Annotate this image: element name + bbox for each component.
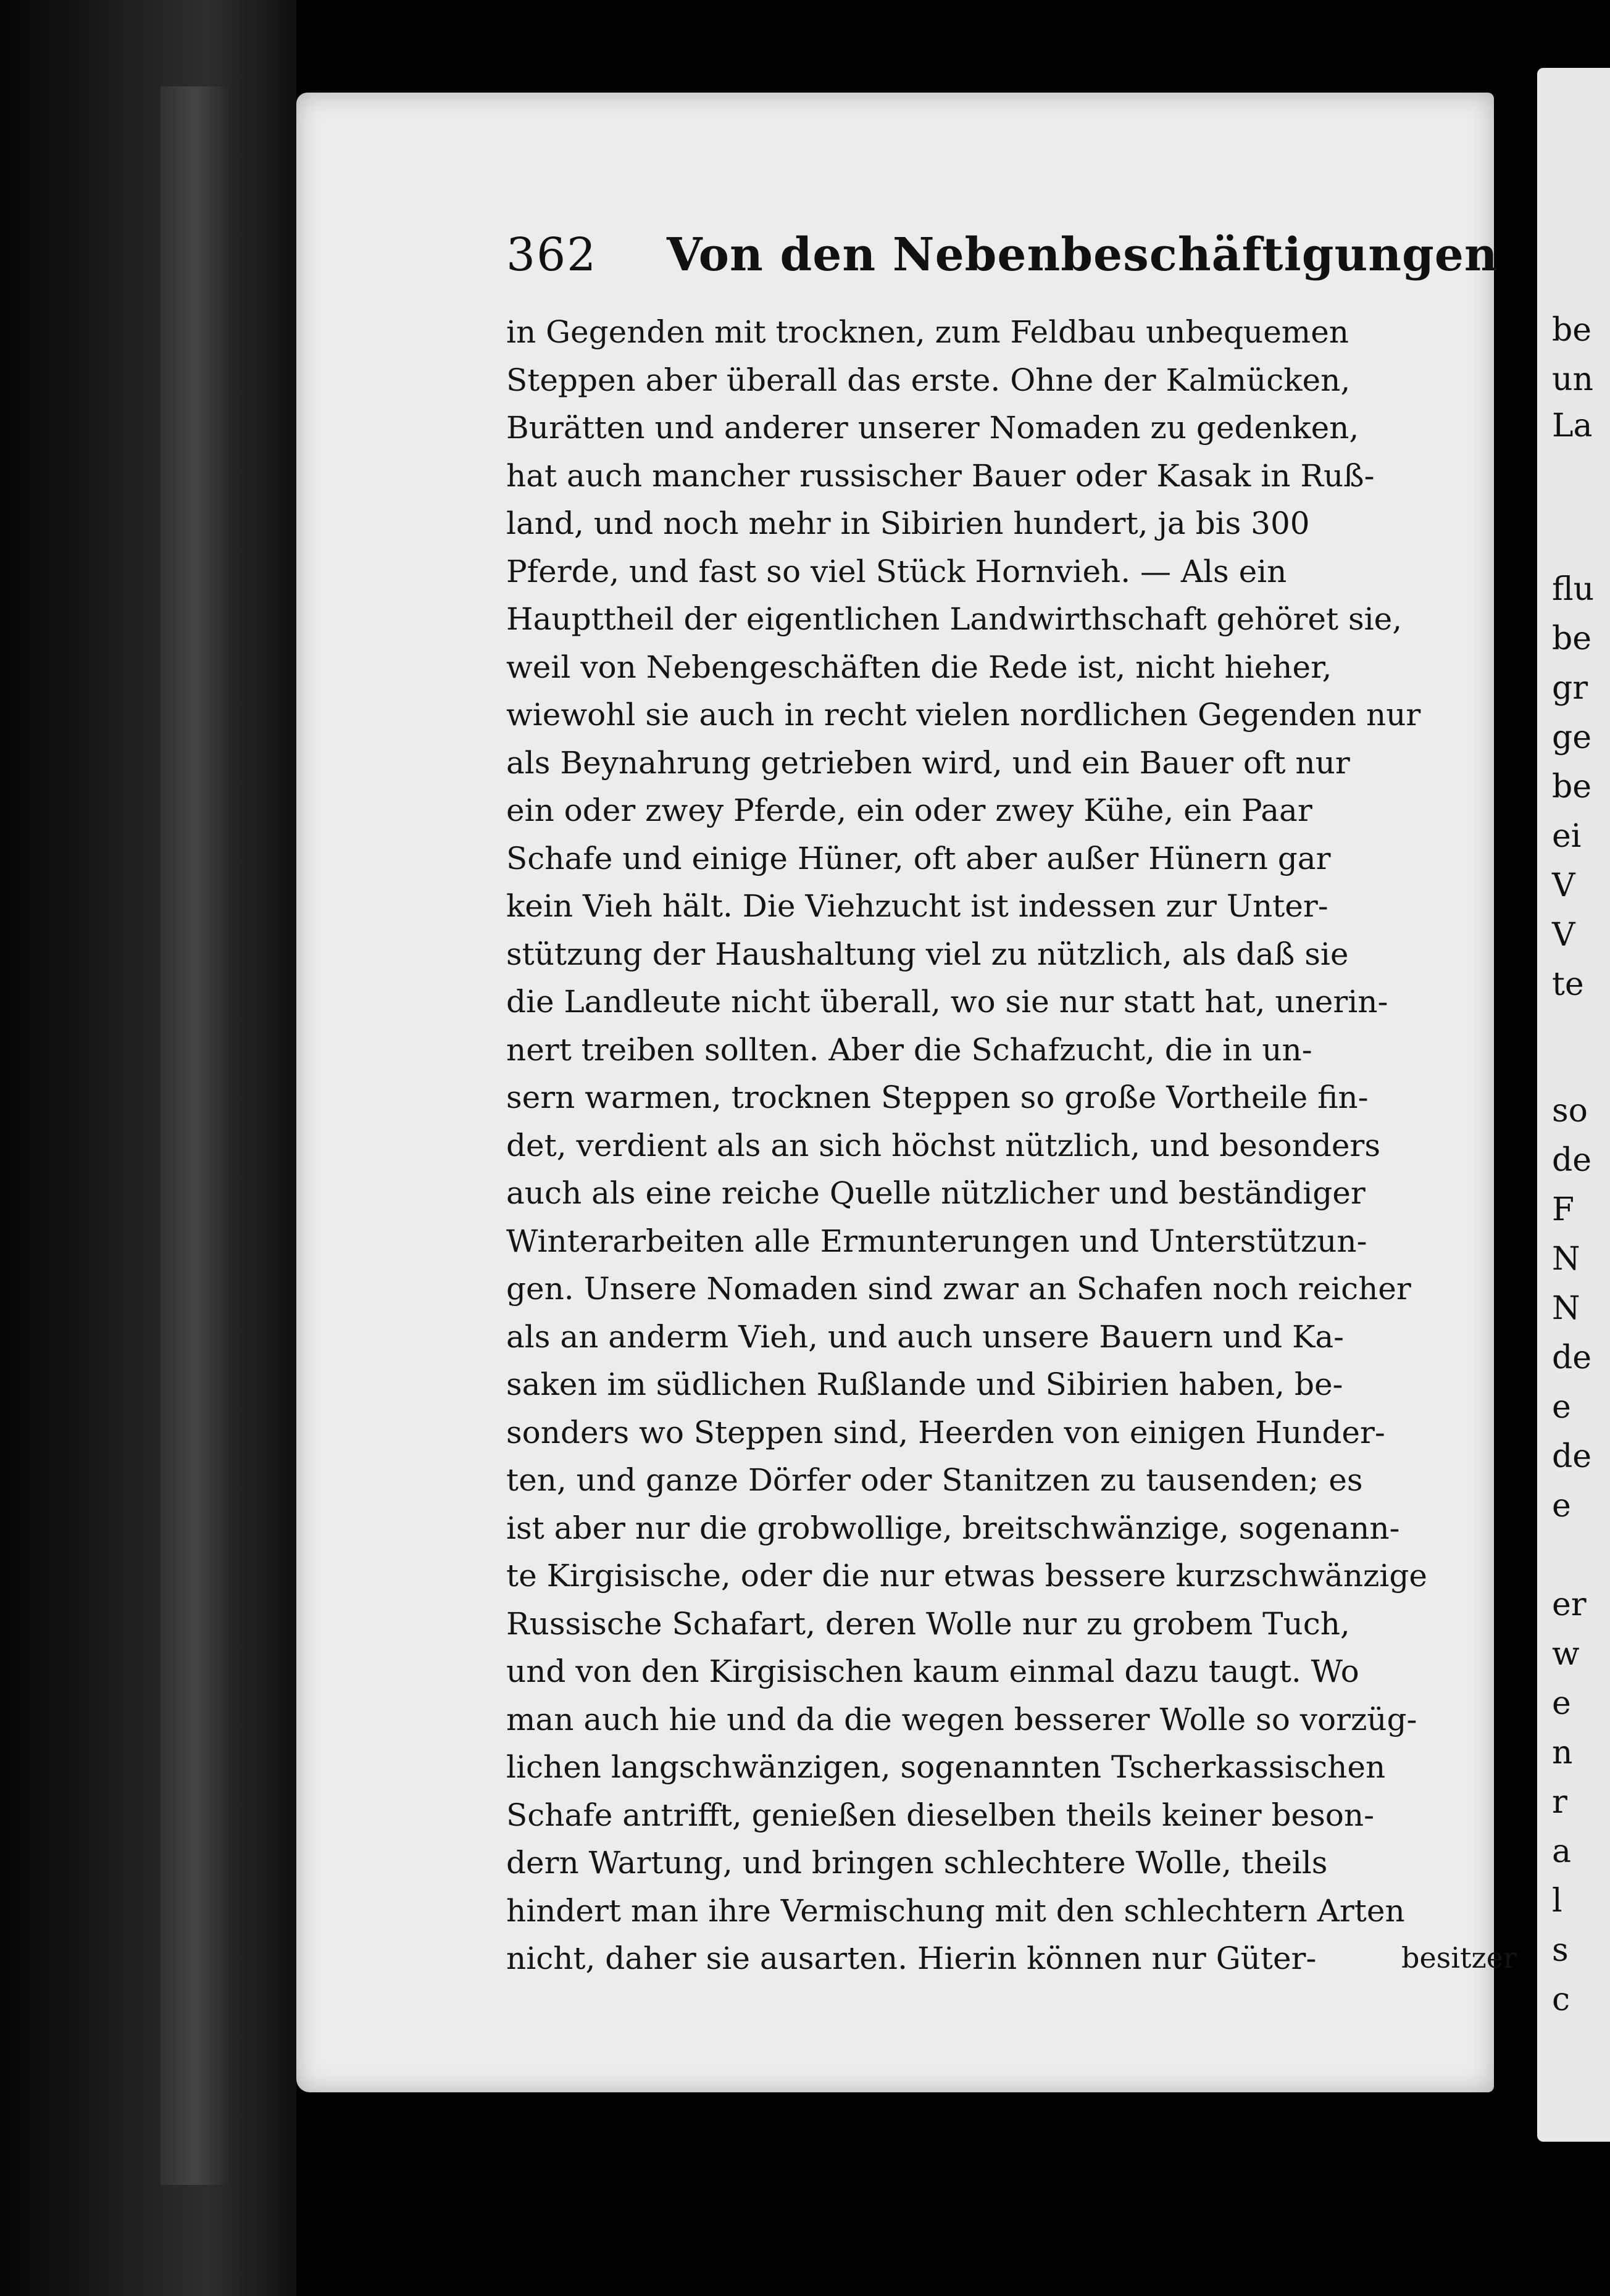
text-line: die Landleute nicht überall, wo sie nur statt hat, unerin- <box>506 984 1388 1020</box>
facing-page-fragment: gr <box>1552 670 1588 707</box>
text-line: Schafe antrifft, genießen dieselben theils keiner beson- <box>506 1797 1374 1833</box>
text-line: Russische Schafart, deren Wolle nur zu grobem Tuch, <box>506 1605 1350 1642</box>
text-line: in Gegenden mit trocknen, zum Feldbau unbequemen <box>506 314 1349 350</box>
book-binding <box>0 0 296 2296</box>
text-line: kein Vieh hält. Die Viehzucht ist indessen zur Unter- <box>506 888 1328 924</box>
facing-page-fragment: er <box>1552 1586 1587 1623</box>
facing-page-fragment: ei <box>1552 818 1582 855</box>
facing-page-fragment: V <box>1552 867 1575 904</box>
text-line: det, verdient als an sich höchst nützlich, und besonders <box>506 1127 1380 1163</box>
facing-page-fragment: so <box>1552 1092 1588 1129</box>
text-line: hat auch mancher russischer Bauer oder Kasak in Ruß- <box>506 457 1375 494</box>
text-line: Burätten und anderer unserer Nomaden zu gedenken, <box>506 410 1359 446</box>
text-line: gen. Unsere Nomaden sind zwar an Schafen noch reicher <box>506 1271 1411 1307</box>
catchword: besitzer <box>1401 1941 1517 1974</box>
text-line: sern warmen, trocknen Steppen so große Vortheile fin- <box>506 1079 1369 1115</box>
text-line: sonders wo Steppen sind, Heerden von einigen Hunder- <box>506 1414 1385 1450</box>
text-line: weil von Nebengeschäften die Rede ist, nicht hieher, <box>506 649 1332 685</box>
text-line: ist aber nur die grobwollige, breitschwänzige, sogenann- <box>506 1510 1400 1546</box>
facing-page-fragment: e <box>1552 1685 1571 1722</box>
text-line: ein oder zwey Pferde, ein oder zwey Kühe, ein Paar <box>506 792 1312 828</box>
facing-page-fragment: s <box>1552 1932 1569 1969</box>
text-line: stützung der Haushaltung viel zu nützlich, als daß sie <box>506 936 1349 972</box>
facing-page-fragment: N <box>1552 1290 1580 1327</box>
running-head: Von den Nebenbeschäftigungen <box>667 228 1498 281</box>
text-line: ten, und ganze Dörfer oder Stanitzen zu tausenden; es <box>506 1462 1363 1498</box>
text-line: als Beynahrung getrieben wird, und ein Bauer oft nur <box>506 744 1350 781</box>
text-line: nicht, daher sie ausarten. Hierin können nur Güter- <box>506 1940 1317 1976</box>
page-number: 362 <box>506 228 598 281</box>
facing-page-fragment: c <box>1552 1981 1570 2018</box>
page-header <box>506 228 1498 290</box>
text-line: te Kirgisische, oder die nur etwas bessere kurzschwänzige <box>506 1558 1427 1594</box>
text-line: lichen langschwänzigen, sogenannten Tscherkassischen <box>506 1749 1386 1785</box>
text-line: wiewohl sie auch in recht vielen nordlichen Gegenden nur <box>506 697 1421 733</box>
facing-page-fragment: flu <box>1552 571 1595 608</box>
facing-page-fragment: N <box>1552 1241 1580 1278</box>
facing-page-fragment: r <box>1552 1784 1567 1821</box>
text-line: man auch hie und da die wegen besserer Wolle so vorzüg- <box>506 1701 1417 1737</box>
text-line: hindert man ihre Vermischung mit den schlechtern Arten <box>506 1892 1405 1929</box>
facing-page-fragment: de <box>1552 1438 1592 1475</box>
facing-page-fragment: ge <box>1552 719 1592 756</box>
text-line: Winterarbeiten alle Ermunterungen und Unterstützun- <box>506 1223 1367 1259</box>
facing-page <box>1537 68 1610 2142</box>
text-line: als an anderm Vieh, und auch unsere Bauern und Ka- <box>506 1318 1345 1355</box>
facing-page-fragment: be <box>1552 312 1592 349</box>
text-line: saken im südlichen Rußlande und Sibirien haben, be- <box>506 1366 1343 1402</box>
body-text <box>506 309 1457 1983</box>
text-line: nert treiben sollten. Aber die Schafzucht, die in un- <box>506 1031 1312 1068</box>
text-line: dern Wartung, und bringen schlechtere Wolle, theils <box>506 1845 1328 1881</box>
facing-page-fragment: de <box>1552 1339 1592 1376</box>
facing-page-fragment: w <box>1552 1636 1580 1673</box>
facing-page-fragment: l <box>1552 1882 1562 1920</box>
facing-page-fragment: de <box>1552 1142 1592 1179</box>
binding-edge <box>161 86 228 2185</box>
text-line: Haupttheil der eigentlichen Landwirthschaft gehöret sie, <box>506 601 1403 637</box>
facing-page-fragment: e <box>1552 1389 1571 1426</box>
text-line: Schafe und einige Hüner, oft aber außer Hünern gar <box>506 840 1331 876</box>
facing-page-fragment: e <box>1552 1487 1571 1524</box>
text-line: auch als eine reiche Quelle nützlicher und beständiger <box>506 1175 1366 1211</box>
page-gutter <box>1494 74 1537 2173</box>
text-line: land, und noch mehr in Sibirien hundert, ja bis 300 <box>506 505 1310 541</box>
facing-page-fragment: a <box>1552 1833 1572 1870</box>
text-line: und von den Kirgisischen kaum einmal dazu taugt. Wo <box>506 1653 1359 1689</box>
facing-page-fragment: V <box>1552 917 1575 954</box>
facing-page-fragment: be <box>1552 620 1592 657</box>
text-line: Pferde, und fast so viel Stück Hornvieh. — Als ein <box>506 553 1287 589</box>
facing-page-fragment: be <box>1552 768 1592 805</box>
facing-page-fragment: La <box>1552 407 1593 444</box>
facing-page-fragment: F <box>1552 1191 1575 1228</box>
facing-page-fragment: te <box>1552 966 1584 1003</box>
facing-page-fragment: un <box>1552 361 1593 398</box>
text-line: Steppen aber überall das erste. Ohne der Kalmücken, <box>506 362 1351 398</box>
facing-page-fragment: n <box>1552 1734 1573 1771</box>
